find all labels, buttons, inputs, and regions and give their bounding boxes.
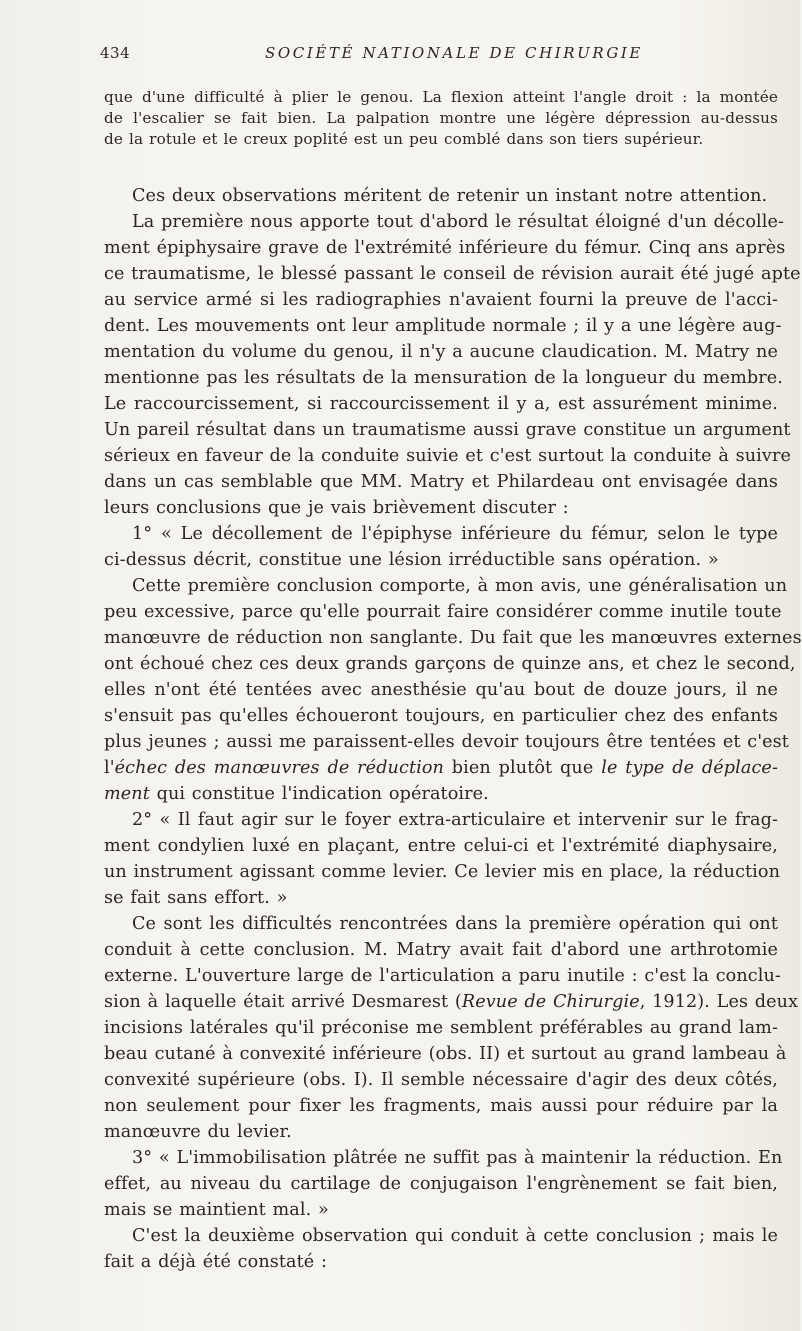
text-line: un instrument agissant comme levier. Ce levier mis en place, la réduction [104, 862, 781, 882]
text-line: plus jeunes ; aussi me paraissent-elles devoir toujours être tentées et c'est [104, 732, 789, 752]
text-line: C'est la deuxième observation qui conduit à cette conclusion ; mais le [132, 1226, 778, 1246]
text-line: non seulement pour fixer les fragments, mais aussi pour réduire par la [104, 1096, 778, 1116]
text-line-mixed: l'échec des manœuvres de réduction bien plutôt que le type de déplace- [104, 758, 778, 778]
text-line: peu excessive, parce qu'elle pourrait faire considérer comme inutile toute [104, 602, 782, 622]
text-line: Ces deux observations méritent de retenir un instant notre attention. [132, 186, 768, 206]
text-line: se fait sans effort. » [104, 888, 288, 908]
text-line: s'ensuit pas qu'elles échoueront toujours, en particulier chez des enfants [104, 706, 778, 726]
text-line: fait a déjà été constaté : [104, 1252, 328, 1272]
text-line: dent. Les mouvements ont leur amplitude normale ; il y a une légère aug- [104, 316, 782, 336]
text-line: manœuvre de réduction non sanglante. Du fait que les manœuvres externes [104, 628, 802, 648]
text-line: Cette première conclusion comporte, à mon avis, une généralisation un [132, 576, 788, 596]
text-line: 3° « L'immobilisation plâtrée ne suffit pas à maintenir la réduction. En [132, 1148, 783, 1168]
text-line: ont échoué chez ces deux grands garçons de quinze ans, et chez le second, [104, 654, 796, 674]
text-line: que d'une difficulté à plier le genou. La flexion atteint l'angle droit : la montée [104, 88, 778, 106]
text-line-mixed: ment qui constitue l'indication opératoire. [104, 784, 489, 804]
italic-fragment: ment [104, 784, 150, 804]
text-line: incisions latérales qu'il préconise me semblent préférables au grand lam- [104, 1018, 778, 1038]
text-line: dans un cas semblable que MM. Matry et Philardeau ont envisagée dans [104, 472, 778, 492]
text-line: La première nous apporte tout d'abord le résultat éloigné d'un décolle- [132, 212, 785, 232]
text-line: ci-dessus décrit, constitue une lésion irréductible sans opération. » [104, 550, 719, 570]
text-line-mixed: sion à laquelle était arrivé Desmarest (Revue de Chirurgie, 1912). Les deux [104, 992, 799, 1012]
text-line: sérieux en faveur de la conduite suivie et c'est surtout la conduite à suivre [104, 446, 791, 466]
text-line: ment condylien luxé en plaçant, entre celui-ci et l'extrémité diaphysaire, [104, 836, 778, 856]
running-head [100, 44, 780, 68]
text-line: au service armé si les radiographies n'avaient fourni la preuve de l'acci- [104, 290, 778, 310]
page-number: 434 [100, 44, 131, 62]
text-line: elles n'ont été tentées avec anesthésie qu'au bout de douze jours, il ne [104, 680, 778, 700]
text-line: 1° « Le décollement de l'épiphyse inférieure du fémur, selon le type [132, 524, 778, 544]
text-line: Ce sont les difficultés rencontrées dans la première opération qui ont [132, 914, 778, 934]
text-line: mais se maintient mal. » [104, 1200, 329, 1220]
text-line: externe. L'ouverture large de l'articulation a paru inutile : c'est la conclu- [104, 966, 781, 986]
text-line: mentation du volume du genou, il n'y a aucune claudication. M. Matry ne [104, 342, 778, 362]
text-line: manœuvre du levier. [104, 1122, 292, 1142]
text-line: ment épiphysaire grave de l'extrémité inférieure du fémur. Cinq ans après [104, 238, 786, 258]
text-line: convexité supérieure (obs. I). Il semble nécessaire d'agir des deux côtés, [104, 1070, 778, 1090]
text-line: Le raccourcissement, si raccourcissement il y a, est assurément minime. [104, 394, 778, 414]
italic-fragment: échec des manœuvres de réduction [114, 758, 444, 778]
text-line: conduit à cette conclusion. M. Matry avait fait d'abord une arthrotomie [104, 940, 778, 960]
text-line: beau cutané à convexité inférieure (obs. II) et surtout au grand lambeau à [104, 1044, 787, 1064]
text-line: de l'escalier se fait bien. La palpation montre une légère dépression au-dessus [104, 109, 778, 127]
text-line: leurs conclusions que je vais brièvement discuter : [104, 498, 569, 518]
text-line: ce traumatisme, le blessé passant le conseil de révision aurait été jugé apte [104, 264, 801, 284]
text-line: de la rotule et le creux poplité est un peu comblé dans son tiers supérieur. [104, 130, 704, 148]
italic-fragment: Revue de Chirurgie [461, 992, 640, 1012]
text-line: 2° « Il faut agir sur le foyer extra-articulaire et intervenir sur le frag- [132, 810, 778, 830]
text-line: mentionne pas les résultats de la mensuration de la longueur du membre. [104, 368, 783, 388]
text-line: Un pareil résultat dans un traumatisme aussi grave constitue un argument [104, 420, 791, 440]
running-title: SOCIÉTÉ NATIONALE DE CHIRURGIE [265, 44, 643, 62]
text-line: effet, au niveau du cartilage de conjugaison l'engrènement se fait bien, [104, 1174, 778, 1194]
italic-fragment: le type de déplace- [601, 758, 778, 778]
